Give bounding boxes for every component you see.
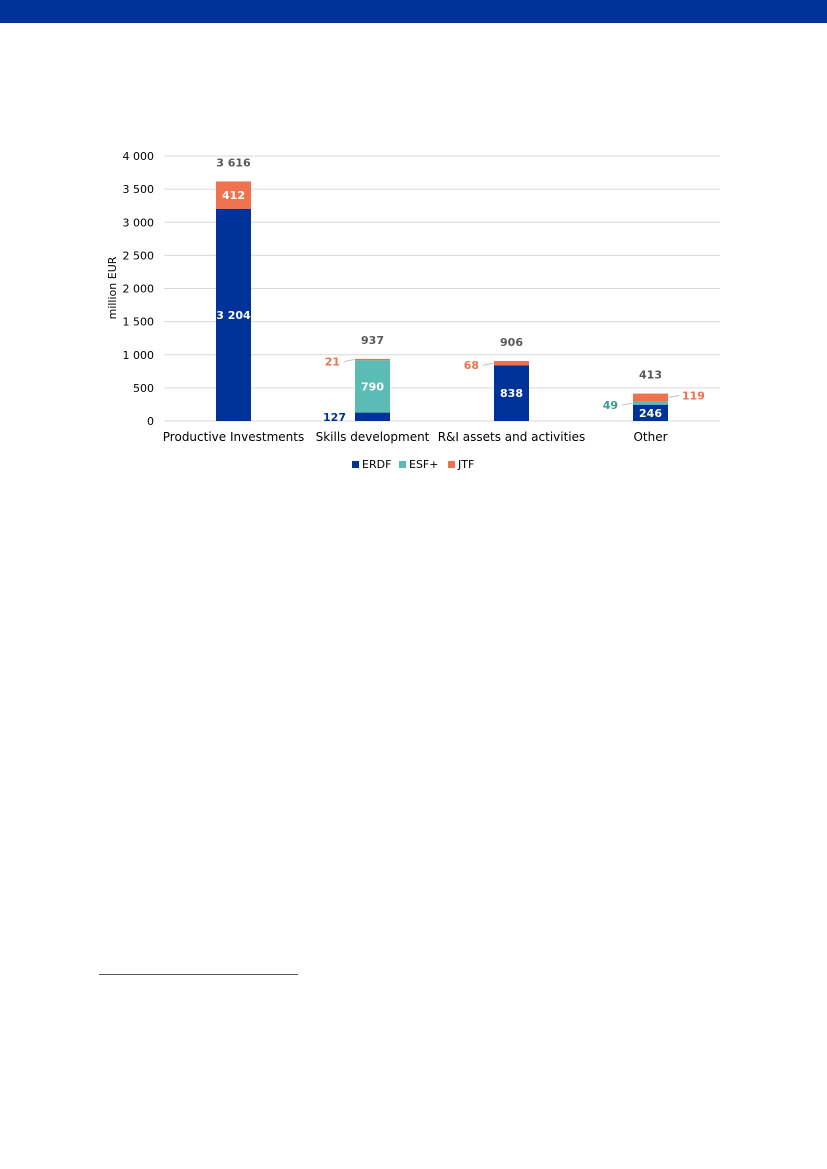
y-tick-label: 3 500 [122,183,154,197]
y-tick-label: 2 000 [122,282,154,296]
total-label: 413 [639,368,662,382]
y-tick-label: 500 [133,381,154,395]
data-label: 412 [222,189,245,203]
data-label: 68 [463,359,479,373]
legend-label: JTF [458,458,475,471]
data-label: 246 [639,406,662,420]
legend-swatch-esfplus [399,461,406,468]
leader-line [344,360,354,362]
bar-jtf-1 [355,359,390,360]
data-label: 3 204 [216,308,251,322]
y-tick-label: 1 500 [122,315,154,329]
data-label: 119 [682,389,705,403]
bar-jtf-2 [494,361,529,366]
x-tick-label: Skills development [315,430,430,444]
y-axis-ticks [123,150,155,428]
x-tick-label: Other [633,430,668,444]
y-tick-label: 3 000 [122,216,154,230]
total-label: 937 [361,333,384,347]
leader-line [669,396,679,398]
bar-erdf-1 [355,413,390,421]
bars-layer [216,181,668,421]
bar-jtf-3 [633,394,668,402]
legend [352,458,474,471]
legend-swatch-jtf [448,461,455,468]
leader-line [622,403,632,405]
x-tick-label: Productive Investments [162,430,305,444]
total-label: 906 [500,335,523,349]
y-tick-label: 2 500 [122,249,154,263]
x-axis-categories [163,430,668,444]
data-label: 49 [602,399,618,413]
legend-swatch-erdf [352,461,359,468]
y-axis-label: million EUR [106,256,119,320]
y-tick-label: 1 000 [122,348,154,362]
data-labels-layer [216,156,705,423]
data-label: 838 [500,387,523,401]
y-tick-label: 4 000 [122,150,154,163]
total-label: 3 616 [216,156,251,170]
bar-esfplus-3 [633,401,668,404]
legend-label: ERDF [362,458,392,471]
legend-label: ESF+ [409,458,439,471]
footnote-separator [99,974,298,975]
x-tick-label: R&I assets and activities [437,430,586,444]
leader-line [483,363,493,365]
data-label: 21 [324,355,340,369]
data-label: 790 [361,380,384,394]
data-label: 127 [323,410,346,424]
y-tick-label: 0 [147,415,154,428]
